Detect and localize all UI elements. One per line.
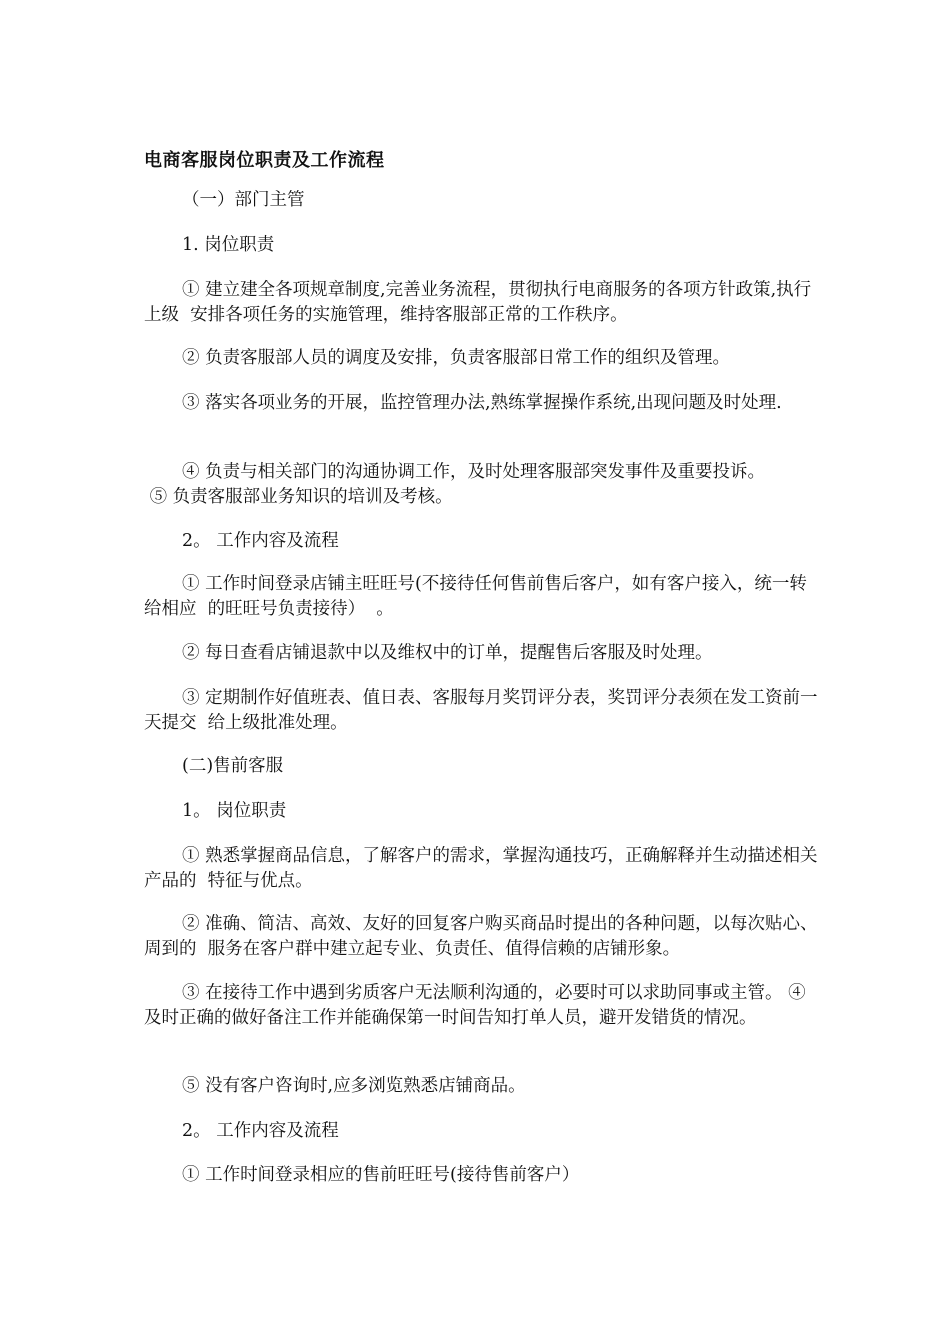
- paragraph: ② 每日查看店铺退款中以及维权中的订单，提醒售后客服及时处理。: [182, 643, 713, 663]
- section-heading-presales: (二)售前客服: [182, 756, 284, 776]
- subheading-workflow: 2。 工作内容及流程: [182, 1121, 339, 1141]
- paragraph: ③ 落实各项业务的开展，监控管理办法,熟练掌握操作系统,出现问题及时处理.: [182, 393, 782, 413]
- subheading-duties: 1. 岗位职责: [182, 235, 275, 255]
- paragraph: ② 负责客服部人员的调度及安排，负责客服部日常工作的组织及管理。: [182, 348, 731, 368]
- subheading-workflow: 2。 工作内容及流程: [182, 531, 339, 551]
- section-heading-manager: （一）部门主管: [182, 190, 305, 210]
- paragraph: ② 准确、简洁、高效、友好的回复客户购买商品时提出的各种问题，以每次贴心、周到的 服务在客户群中建立起专业、负责任、值得信赖的店铺形象。: [144, 914, 818, 959]
- paragraph: ① 建立建全各项规章制度,完善业务流程，贯彻执行电商服务的各项方针政策,执行上级 安排各项任务的实施管理，维持客服部正常的工作秩序。: [144, 280, 812, 325]
- paragraph: ① 工作时间登录相应的售前旺旺号(接待售前客户）: [182, 1165, 580, 1185]
- paragraph: ⑤ 没有客户咨询时,应多浏览熟悉店铺商品。: [182, 1076, 526, 1096]
- paragraph: ⑤ 负责客服部业务知识的培训及考核。: [144, 487, 453, 507]
- paragraph: ③ 在接待工作中遇到劣质客户无法顺利沟通的，必要时可以求助同事或主管。 ④ 及时正确的做好备注工作并能确保第一时间告知打单人员，避开发错货的情况。: [144, 983, 812, 1028]
- paragraph: ③ 定期制作好值班表、值日表、客服每月奖罚评分表，奖罚评分表须在发工资前一天提交 给上级批准处理。: [144, 688, 818, 733]
- document-title: 电商客服岗位职责及工作流程: [144, 150, 385, 171]
- paragraph: ① 熟悉掌握商品信息，了解客户的需求，掌握沟通技巧，正确解释并生动描述相关产品的 特征与优点。: [144, 846, 818, 891]
- paragraph: ④ 负责与相关部门的沟通协调工作，及时处理客服部突发事件及重要投诉。: [182, 462, 766, 482]
- subheading-duties: 1。 岗位职责: [182, 801, 287, 821]
- paragraph: ① 工作时间登录店铺主旺旺号(不接待任何售前售后客户，如有客户接入，统一转给相应 的旺旺号负责接待） 。: [144, 574, 807, 619]
